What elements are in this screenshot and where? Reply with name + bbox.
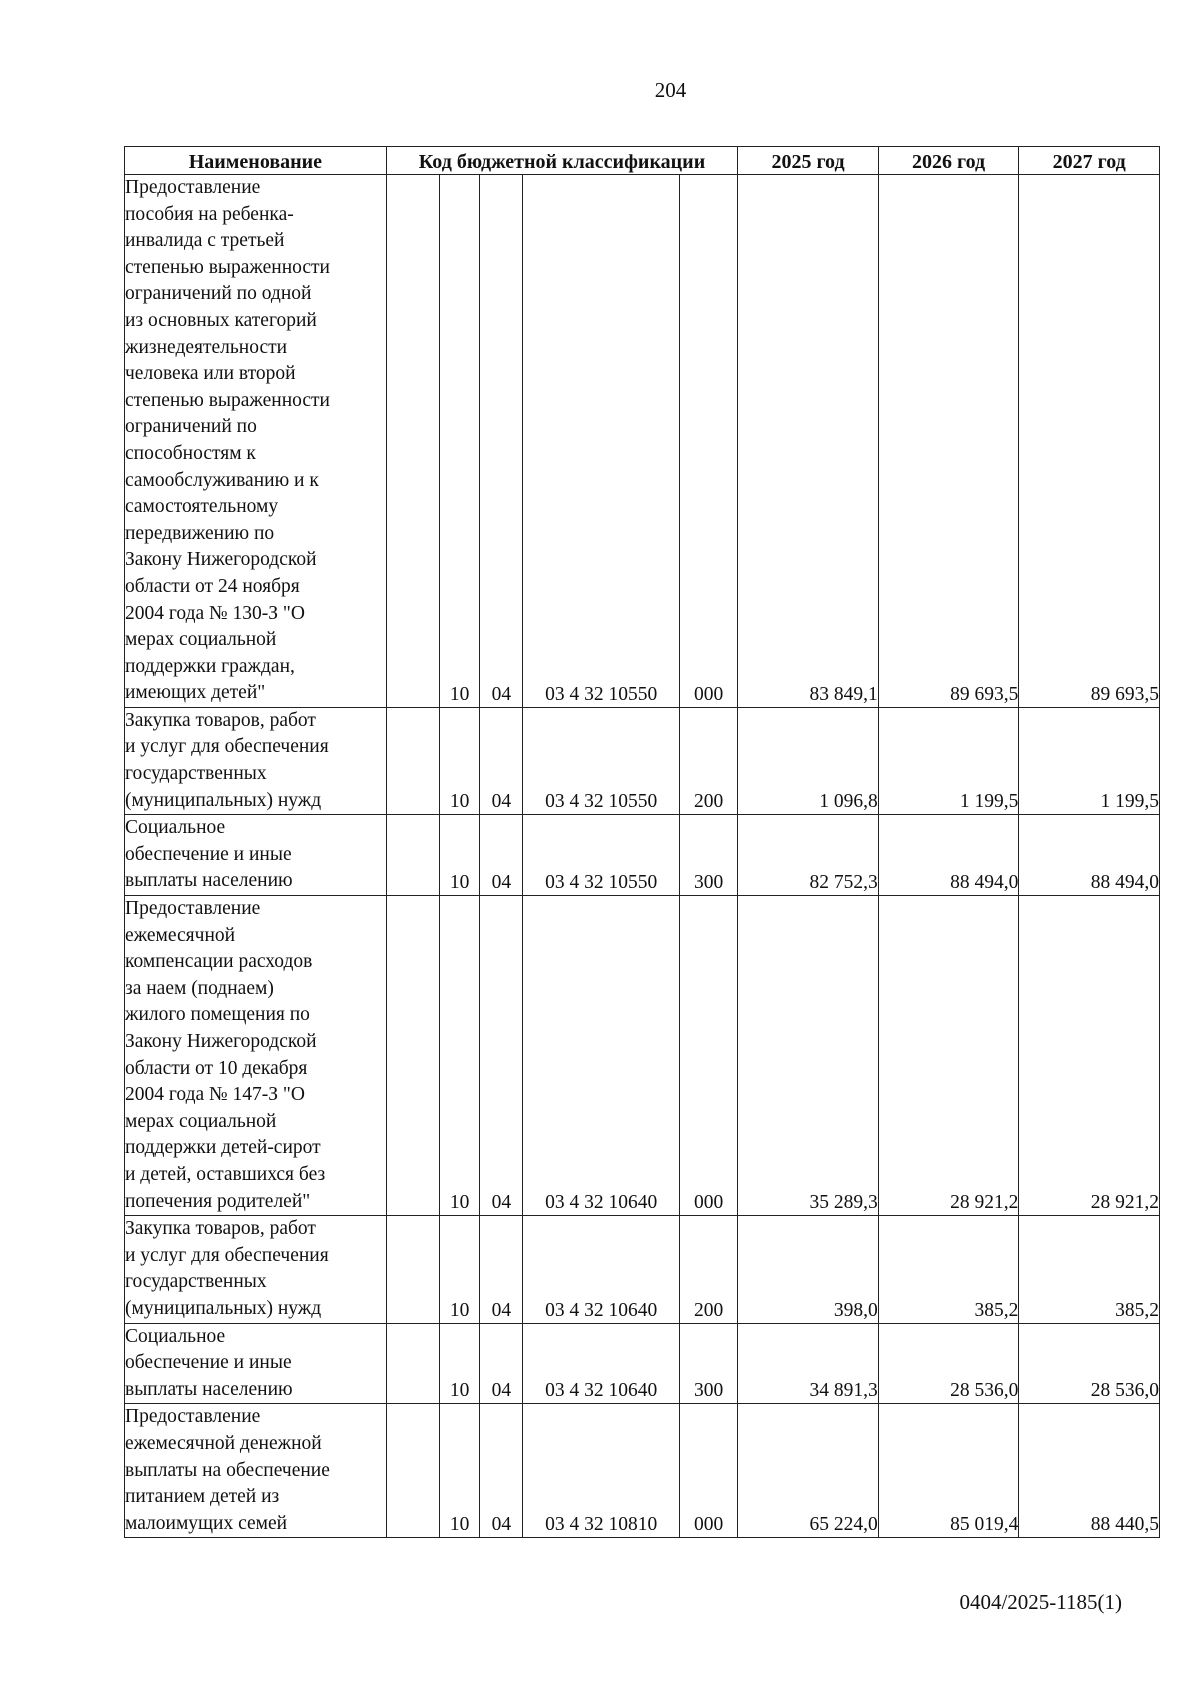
header-2027: 2027 год bbox=[1019, 147, 1160, 175]
row-target-code: 03 4 32 10640 bbox=[523, 896, 680, 1216]
row-blank-cell bbox=[386, 1404, 439, 1538]
row-value-2027: 28 536,0 bbox=[1019, 1323, 1160, 1404]
row-blank-cell bbox=[386, 815, 439, 896]
row-target-code: 03 4 32 10640 bbox=[523, 1323, 680, 1404]
row-section: 10 bbox=[439, 707, 480, 814]
row-expense-type: 000 bbox=[680, 175, 738, 708]
row-section: 10 bbox=[439, 1323, 480, 1404]
table-body bbox=[125, 175, 1160, 1538]
row-value-2026: 385,2 bbox=[878, 1216, 1019, 1323]
header-2025: 2025 год bbox=[738, 147, 879, 175]
row-target-code: 03 4 32 10550 bbox=[523, 707, 680, 814]
row-subsection: 04 bbox=[480, 1216, 523, 1323]
row-value-2027: 88 440,5 bbox=[1019, 1404, 1160, 1538]
row-target-code: 03 4 32 10550 bbox=[523, 175, 680, 708]
table-row bbox=[125, 175, 1160, 708]
row-value-2027: 385,2 bbox=[1019, 1216, 1160, 1323]
row-name: Предоставление пособия на ребенка- инвалида с третьей степенью выраженности ограничений по одной из основных категорий жизнедеятельности человека или второй степенью выраженности ограничений по способностям к самообслуживанию и к самостоятельному передвижению по Закону Нижегородской области от 24 ноября 2004 года № 130-З "О мерах социальной поддержки граждан, имеющих детей" bbox=[125, 175, 387, 708]
header-2026: 2026 год bbox=[878, 147, 1019, 175]
row-name: Предоставление ежемесячной компенсации расходов за наем (поднаем) жилого помещения по Закону Нижегородской области от 10 декабря 2004 года № 147-З "О мерах социальной поддержки детей-сирот и детей, оставшихся без попечения родителей" bbox=[125, 896, 387, 1216]
table-row bbox=[125, 707, 1160, 814]
row-section: 10 bbox=[439, 1216, 480, 1323]
row-blank-cell bbox=[386, 1216, 439, 1323]
row-value-2027: 28 921,2 bbox=[1019, 896, 1160, 1216]
row-expense-type: 300 bbox=[680, 1323, 738, 1404]
row-expense-type: 300 bbox=[680, 815, 738, 896]
row-expense-type: 200 bbox=[680, 1216, 738, 1323]
row-blank-cell bbox=[386, 1323, 439, 1404]
row-name: Социальное обеспечение и иные выплаты населению bbox=[125, 1323, 387, 1404]
row-blank-cell bbox=[386, 175, 439, 708]
row-expense-type: 200 bbox=[680, 707, 738, 814]
header-row bbox=[125, 147, 1160, 175]
table-row bbox=[125, 1216, 1160, 1323]
row-value-2026: 1 199,5 bbox=[878, 707, 1019, 814]
row-subsection: 04 bbox=[480, 896, 523, 1216]
row-target-code: 03 4 32 10640 bbox=[523, 1216, 680, 1323]
row-subsection: 04 bbox=[480, 707, 523, 814]
row-value-2025: 83 849,1 bbox=[738, 175, 879, 708]
document-id: 0404/2025-1185(1) bbox=[959, 1590, 1122, 1614]
row-name: Закупка товаров, работ и услуг для обеспечения государственных (муниципальных) нужд bbox=[125, 1216, 387, 1323]
row-value-2027: 89 693,5 bbox=[1019, 175, 1160, 708]
row-section: 10 bbox=[439, 175, 480, 708]
row-value-2026: 88 494,0 bbox=[878, 815, 1019, 896]
row-value-2025: 82 752,3 bbox=[738, 815, 879, 896]
row-section: 10 bbox=[439, 815, 480, 896]
row-value-2025: 398,0 bbox=[738, 1216, 879, 1323]
table-row bbox=[125, 815, 1160, 896]
table-row bbox=[125, 896, 1160, 1216]
row-value-2026: 89 693,5 bbox=[878, 175, 1019, 708]
row-value-2027: 1 199,5 bbox=[1019, 707, 1160, 814]
row-value-2025: 1 096,8 bbox=[738, 707, 879, 814]
row-expense-type: 000 bbox=[680, 1404, 738, 1538]
header-code: Код бюджетной классификации bbox=[386, 147, 737, 175]
row-target-code: 03 4 32 10550 bbox=[523, 815, 680, 896]
row-name: Социальное обеспечение и иные выплаты населению bbox=[125, 815, 387, 896]
row-section: 10 bbox=[439, 896, 480, 1216]
row-section: 10 bbox=[439, 1404, 480, 1538]
row-value-2025: 34 891,3 bbox=[738, 1323, 879, 1404]
row-subsection: 04 bbox=[480, 815, 523, 896]
row-name: Закупка товаров, работ и услуг для обеспечения государственных (муниципальных) нужд bbox=[125, 707, 387, 814]
row-value-2026: 28 536,0 bbox=[878, 1323, 1019, 1404]
row-value-2026: 28 921,2 bbox=[878, 896, 1019, 1216]
row-subsection: 04 bbox=[480, 1404, 523, 1538]
row-blank-cell bbox=[386, 707, 439, 814]
row-target-code: 03 4 32 10810 bbox=[523, 1404, 680, 1538]
row-blank-cell bbox=[386, 896, 439, 1216]
table-row bbox=[125, 1404, 1160, 1538]
row-value-2025: 35 289,3 bbox=[738, 896, 879, 1216]
page-number: 204 bbox=[654, 78, 687, 102]
row-expense-type: 000 bbox=[680, 896, 738, 1216]
row-name: Предоставление ежемесячной денежной выплаты на обеспечение питанием детей из малоимущих семей bbox=[125, 1404, 387, 1538]
header-name: Наименование bbox=[125, 147, 387, 175]
row-subsection: 04 bbox=[480, 175, 523, 708]
row-value-2025: 65 224,0 bbox=[738, 1404, 879, 1538]
row-subsection: 04 bbox=[480, 1323, 523, 1404]
table-row bbox=[125, 1323, 1160, 1404]
row-value-2026: 85 019,4 bbox=[878, 1404, 1019, 1538]
row-value-2027: 88 494,0 bbox=[1019, 815, 1160, 896]
budget-table bbox=[124, 146, 1160, 1538]
